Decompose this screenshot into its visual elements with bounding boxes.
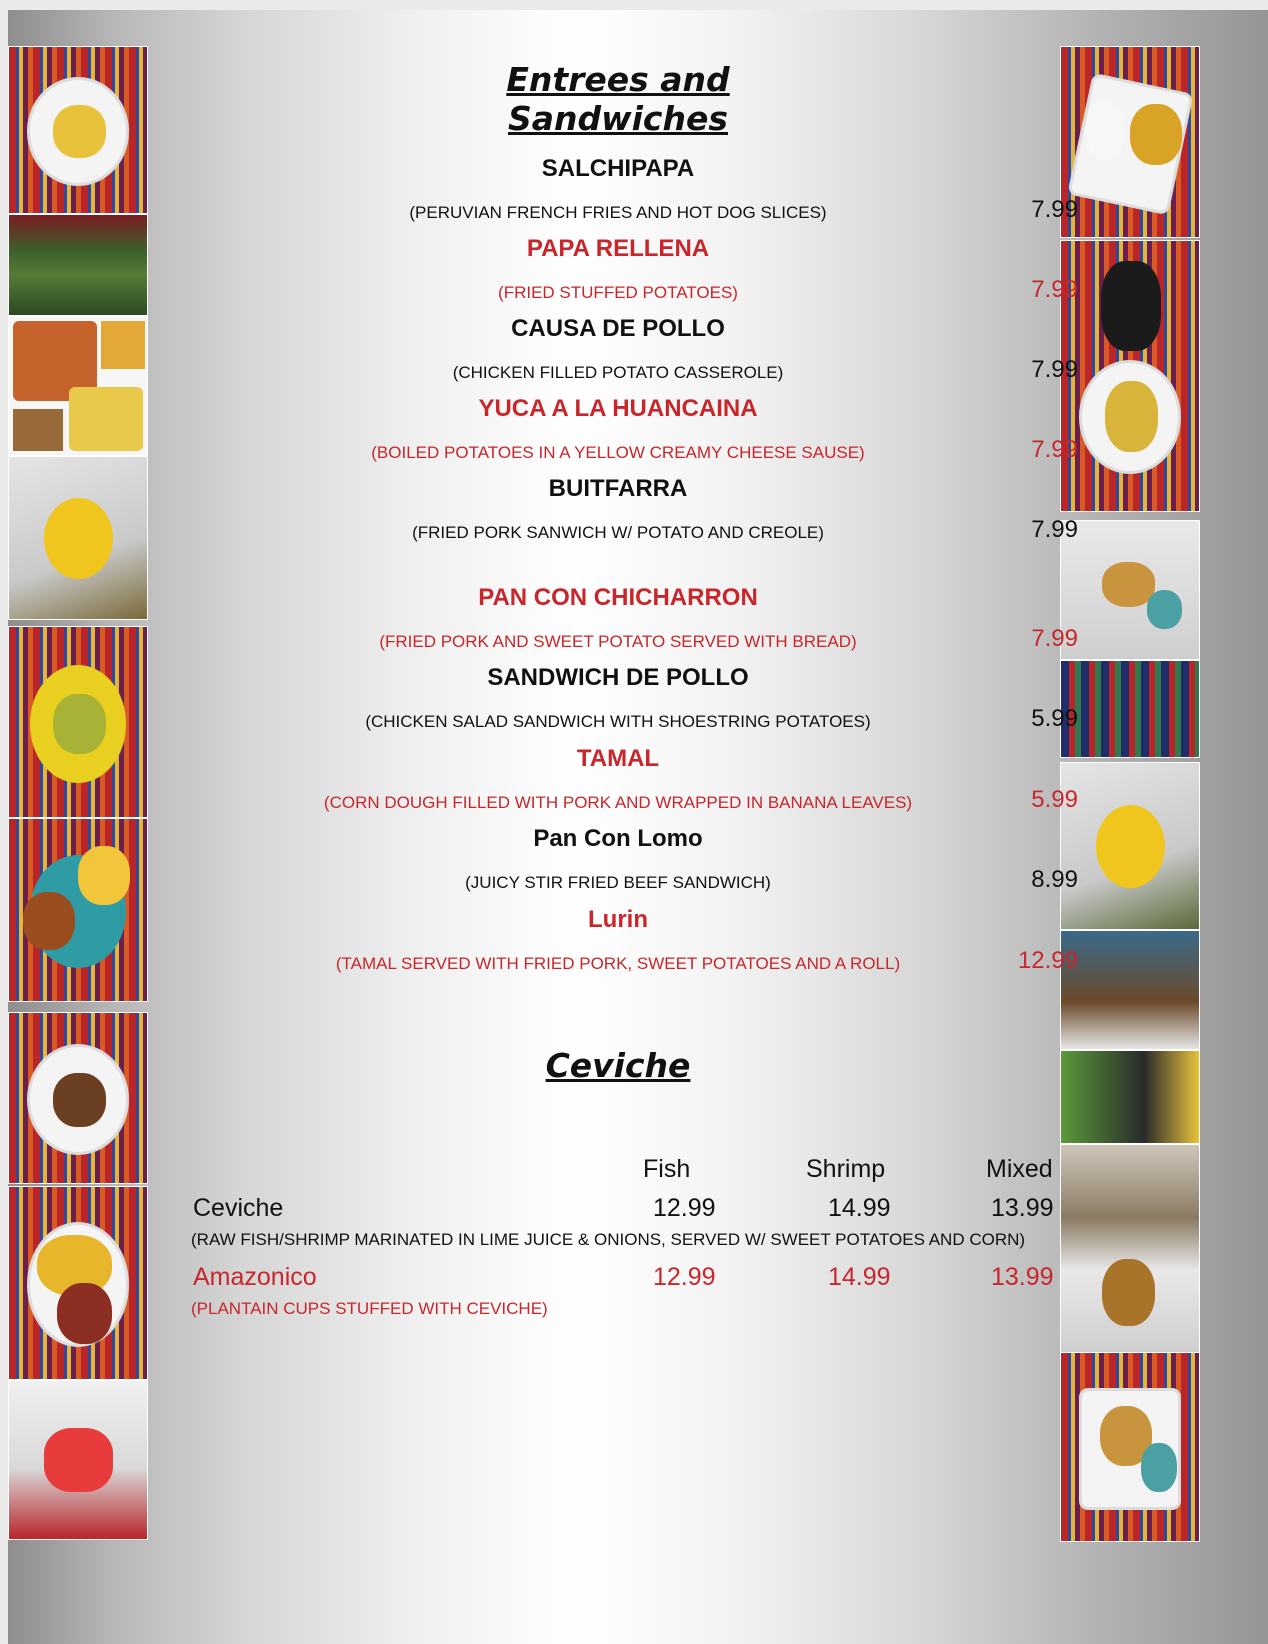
menu-item-price: 7.99 [1031,436,1078,463]
menu-item-description: (CORN DOUGH FILLED WITH PORK AND WRAPPED IN BANANA LEAVES) [323,793,913,812]
menu-item-price: 8.99 [1031,866,1078,893]
food-shape [23,892,75,950]
menu-item-name: YUCA A LA HUANCAINA [478,395,758,422]
food-shape [13,409,63,451]
menu-item-price: 7.99 [1031,625,1078,652]
menu-item-name: BUITFARRA [548,475,688,502]
food-collage-photo [8,316,148,456]
menu-item-description: (FRIED PORK SANWICH W/ POTATO AND CREOLE) [412,523,824,542]
menu-item-description: (JUICY STIR FRIED BEEF SANDWICH) [465,873,771,892]
menu-item-description: (CHICKEN SALAD SANDWICH WITH SHOESTRING POTATOES) [365,712,871,731]
column-header-shrimp: Shrimp [806,1155,886,1183]
ceviche-price-fish: 12.99 [653,1263,716,1291]
menu-item-price: 7.99 [1031,516,1078,543]
menu-item-price: 5.99 [1031,786,1078,813]
column-header-fish: Fish [643,1155,691,1183]
food-shape [53,694,105,755]
ceviche-price-shrimp: 14.99 [828,1194,891,1222]
food-photo [1060,930,1200,1050]
menu-item-description: (CHICKEN FILLED POTATO CASSEROLE) [452,363,784,382]
food-shape [44,498,113,579]
menu-item-name: SALCHIPAPA [541,155,695,182]
food-photo [1060,762,1200,930]
food-photo [8,1380,148,1540]
column-header-mixed: Mixed [986,1155,1053,1183]
ceviche-item-description: (RAW FISH/SHRIMP MARINATED IN LIME JUICE & ONIONS, SERVED W/ SWEET POTATOES AND CORN) [191,1230,1026,1249]
ceviche-price-mixed: 13.99 [991,1194,1054,1222]
food-photo [1060,1352,1200,1542]
food-shape [1096,805,1165,888]
food-photo [1060,1050,1200,1144]
menu-item-name: Lurin [588,906,648,933]
menu-item-price: 5.99 [1031,705,1078,732]
menu-item-description: (FRIED STUFFED POTATOES) [498,283,738,302]
menu-item-price: 7.99 [1031,196,1078,223]
figurine-shape [1101,261,1161,351]
menu-item-name: SANDWICH DE POLLO [487,664,749,691]
food-photo [8,214,148,316]
menu-item-price: 7.99 [1031,356,1078,383]
food-photo [1060,46,1200,238]
menu-item-description: (BOILED POTATOES IN A YELLOW CREAMY CHEESE SAUSE) [371,443,865,462]
menu-item-price: 12.99 [1017,947,1078,974]
ceviche-title: Ceviche [545,1046,691,1085]
food-shape [1141,1443,1177,1492]
food-photo [1060,240,1200,512]
menu-item-name: TAMAL [576,745,660,772]
menu-item-description: (TAMAL SERVED WITH FRIED PORK, SWEET POTATOES AND A ROLL) [335,954,901,973]
food-shape [53,1073,105,1127]
food-shape [1102,1259,1154,1326]
menu-item-price: 7.99 [1031,276,1078,303]
menu-item-name: Pan Con Lomo [533,825,703,852]
food-photo [8,626,148,818]
food-photo [8,1012,148,1184]
textile-photo [1060,660,1200,758]
ceviche-item-description: (PLANTAIN CUPS STUFFED WITH CEVICHE) [191,1299,548,1318]
ceviche-price-shrimp: 14.99 [828,1263,891,1291]
food-shape [57,1283,112,1344]
ceviche-item-name: Ceviche [193,1194,284,1222]
food-photo [1060,1144,1200,1354]
food-shape [1147,590,1183,629]
entrees-title: Entrees and Sandwiches [506,60,730,138]
menu-item-description: (FRIED PORK AND SWEET POTATO SERVED WITH BREAD) [379,632,857,651]
ceviche-price-fish: 12.99 [653,1194,716,1222]
food-shape [69,387,143,451]
food-photo [8,1186,148,1380]
food-photo [1060,520,1200,660]
ceviche-price-mixed: 13.99 [991,1263,1054,1291]
food-shape [1086,100,1125,161]
menu-item-description: (PERUVIAN FRENCH FRIES AND HOT DOG SLICES) [409,203,827,222]
food-shape [78,846,130,904]
ceviche-item-name: Amazonico [193,1263,317,1291]
menu-page [8,10,1268,1644]
food-photo [8,818,148,1002]
food-shape [101,321,145,369]
food-shape [1130,104,1182,165]
menu-item-name: PAPA RELLENA [526,235,710,262]
food-shape [1102,562,1154,606]
food-shape [53,105,105,158]
menu-item-name: CAUSA DE POLLO [511,315,725,342]
food-shape [44,1428,113,1491]
menu-item-name: PAN CON CHICHARRON [478,584,758,611]
food-photo [8,46,148,214]
food-photo [8,456,148,620]
food-shape [1105,381,1157,451]
